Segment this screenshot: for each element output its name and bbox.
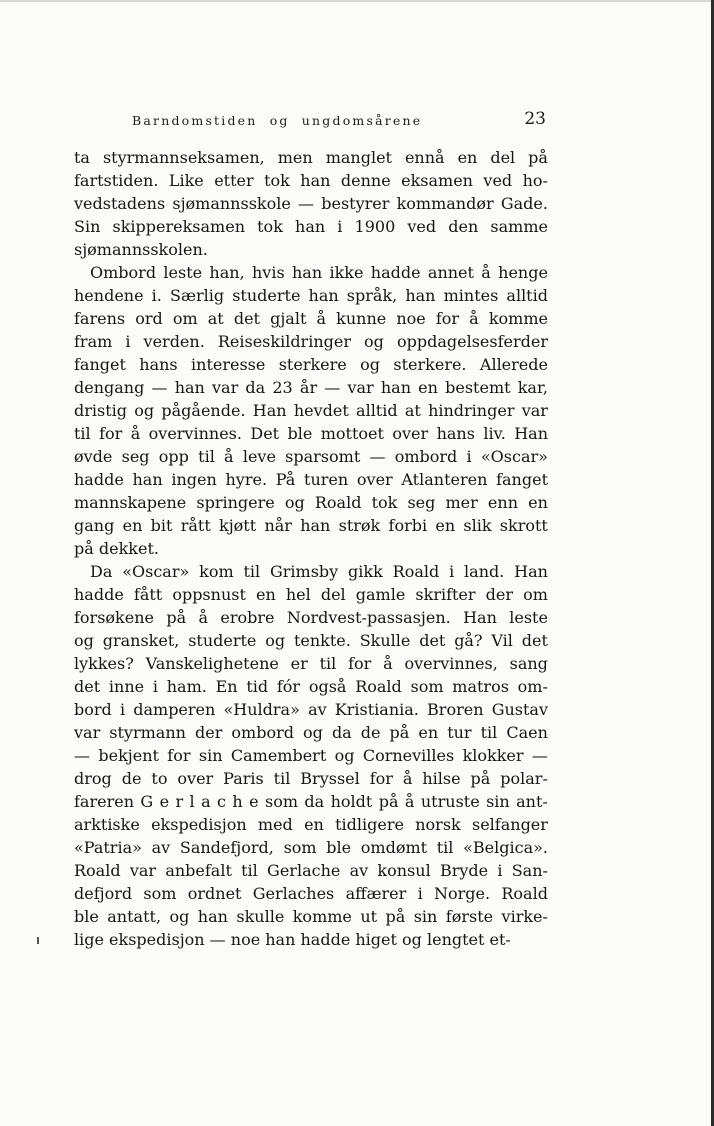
text-line: sjømannsskolen. <box>74 240 208 259</box>
text-line: hadde fått oppsnust en hel del gamle skrifter der om <box>74 585 548 604</box>
text-line: hadde han ingen hyre. På turen over Atlanteren fanget <box>74 470 548 489</box>
text-line: til for å overvinnes. Det ble mottoet over hans liv. Han <box>74 424 548 443</box>
text-line: fartstiden. Like etter tok han denne eksamen ved ho- <box>74 171 548 190</box>
margin-mark <box>37 937 39 944</box>
text-line: farens ord om at det gjalt å kunne noe for å komme <box>74 309 548 328</box>
text-line: «Patria» av Sandefjord, som ble omdømt til «Belgica». <box>74 838 548 857</box>
text-line: hendene i. Særlig studerte han språk, han mintes alltid <box>74 286 548 305</box>
text-line: dristig og pågående. Han hevdet alltid at hindringer var <box>74 401 548 420</box>
page-top-edge <box>0 0 714 2</box>
text-line: — bekjent for sin Camembert og Cornevilles klokker — <box>74 746 548 765</box>
text-line: Roald var anbefalt til Gerlache av konsul Bryde i San- <box>74 861 548 880</box>
text-line: var styrmann der ombord og da de på en tur til Caen <box>74 723 548 742</box>
page-number: 23 <box>524 109 546 129</box>
text-line: fanget hans interesse sterkere og sterkere. Allerede <box>74 355 548 374</box>
text-line: øvde seg opp til å leve sparsomt — ombord i «Oscar» <box>74 447 548 466</box>
text-line: Ombord leste han, hvis han ikke hadde annet å henge <box>90 263 548 282</box>
text-line: gang en bit rått kjøtt når han strøk forbi en slik skrott <box>74 516 548 535</box>
paragraph <box>74 261 548 560</box>
running-head-title: Barndomstiden og ungdomsårene <box>132 113 423 128</box>
text-line: arktiske ekspedisjon med en tidligere norsk selfanger <box>74 815 548 834</box>
paragraph <box>74 560 548 951</box>
text-line: drog de to over Paris til Bryssel for å hilse på polar- <box>74 769 548 788</box>
text-line: fareren G e r l a c h e som da holdt på å utruste sin ant- <box>74 792 548 811</box>
text-line: bord i damperen «Huldra» av Kristiania. Broren Gustav <box>74 700 548 719</box>
text-line: ta styrmannseksamen, men manglet ennå en del på <box>74 148 548 167</box>
running-head <box>132 109 546 131</box>
text-line: lykkes? Vanskelighetene er til for å overvinnes, sang <box>74 654 548 673</box>
text-line: forsøkene på å erobre Nordvest-passasjen. Han leste <box>74 608 548 627</box>
text-line: ble antatt, og han skulle komme ut på sin første virke- <box>74 907 548 926</box>
text-line: det inne i ham. En tid fór også Roald som matros om- <box>74 677 548 696</box>
text-line: Sin skippereksamen tok han i 1900 ved den samme <box>74 217 548 236</box>
text-line: Da «Oscar» kom til Grimsby gikk Roald i land. Han <box>90 562 548 581</box>
text-line: dengang — han var da 23 år — var han en bestemt kar, <box>74 378 548 397</box>
text-line: lige ekspedisjon — noe han hadde higet og lengtet et- <box>74 930 511 949</box>
text-line: og gransket, studerte og tenkte. Skulle det gå? Vil det <box>74 631 548 650</box>
paragraph <box>74 146 548 261</box>
body-text <box>74 146 548 951</box>
text-line: på dekket. <box>74 539 159 558</box>
text-line: defjord som ordnet Gerlaches affærer i Norge. Roald <box>74 884 548 903</box>
text-line: mannskapene springere og Roald tok seg mer enn en <box>74 493 548 512</box>
text-line: fram i verden. Reiseskildringer og oppdagelsesferder <box>74 332 548 351</box>
text-line: vedstadens sjømannsskole — bestyrer kommandør Gade. <box>74 194 548 213</box>
